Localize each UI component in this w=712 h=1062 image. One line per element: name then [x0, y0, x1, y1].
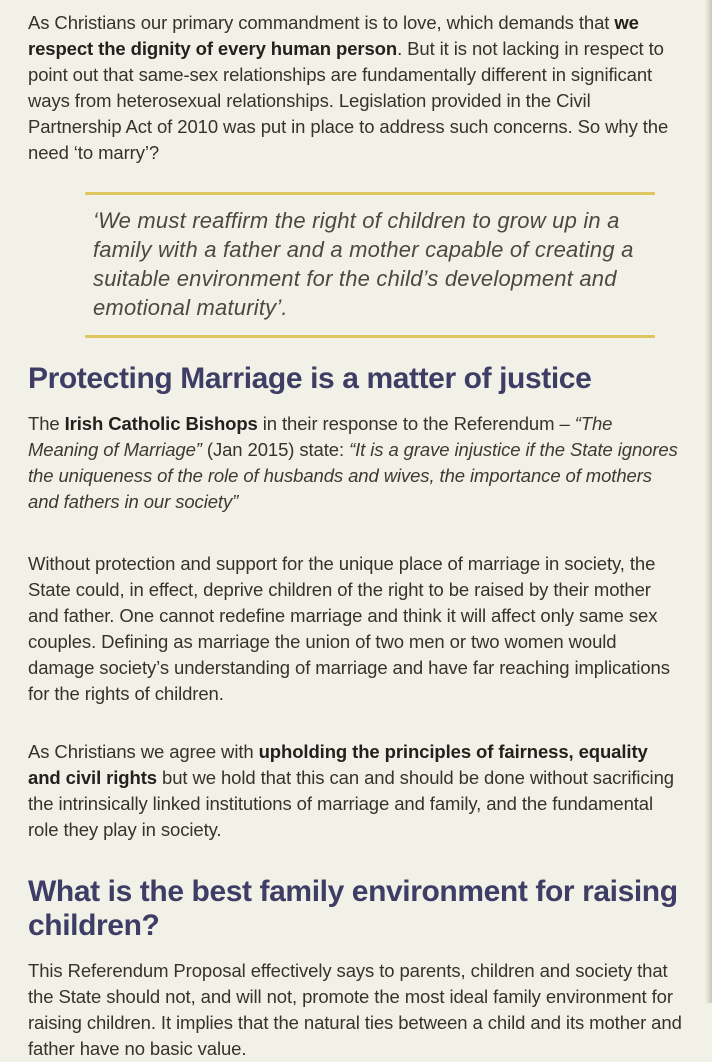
pull-quote	[85, 192, 655, 338]
section-heading-family: What is the best family environment for raising children?	[28, 875, 678, 942]
bishops-paragraph	[28, 411, 682, 515]
fairness-bold: upholding the principles of fairness, equality and civil rights	[28, 741, 648, 788]
fairness-paragraph	[28, 739, 682, 843]
bishops-bold: Irish Catholic Bishops	[64, 413, 258, 434]
intro-paragraph	[28, 10, 682, 166]
intro-text-1: As Christians our primary commandment is to love, which demands that	[28, 12, 615, 33]
section-heading-justice: Protecting Marriage is a matter of justice	[28, 362, 592, 395]
intro-text-2: . But it is not lacking in respect to point out that same-sex relationships are fundamentally different in significant ways from heterosexual relationships. Legislation provided in the Civil Partnership Act of 2010 was put in place to address such concerns. So why the need ‘to marry’?	[28, 38, 669, 163]
bishops-text-1: The	[28, 413, 65, 434]
protection-paragraph: Without protection and support for the unique place of marriage in society, the State could, in effect, deprive children of the right to be raised by their mother and father. One cannot redefine marriage and think it will affect only same sex couples. Defining as marriage the union of two men or two women would damage society’s understanding of marriage and have far reaching implications for the rights of children.	[28, 553, 670, 704]
fairness-text-2: but we hold that this can and should be done without sacrificing the intrinsically linked institutions of marriage and family, and the fundamental role they play in society.	[28, 767, 674, 840]
pull-quote-text: ‘We must reaffirm the right of children to grow up in a family with a father and a mother capable of creating a suitable environment for the child’s development and emotional maturity’.	[93, 208, 634, 320]
fairness-text-1: As Christians we agree with	[28, 741, 259, 762]
bishops-italic-title: “The Meaning of Marriage”	[28, 413, 613, 460]
gold-rule-bottom	[85, 335, 655, 338]
family-paragraph: This Referendum Proposal effectively says to parents, children and society that the State should not, and will not, promote the most ideal family environment for raising children. It implies that the natural ties between a child and its mother and father have no basic value.	[28, 960, 682, 1059]
bishops-text-3: (Jan 2015) state:	[201, 439, 350, 460]
bishops-text-2: in their response to the Referendum –	[257, 413, 575, 434]
scan-edge-shadow	[705, 0, 712, 1003]
intro-bold-dignity: we respect the dignity of every human person	[28, 12, 639, 59]
bishops-italic-quote: “It is a grave injustice if the State ignores the uniqueness of the role of husbands and wives, the importance of mothers and fathers in our society”	[28, 439, 678, 512]
